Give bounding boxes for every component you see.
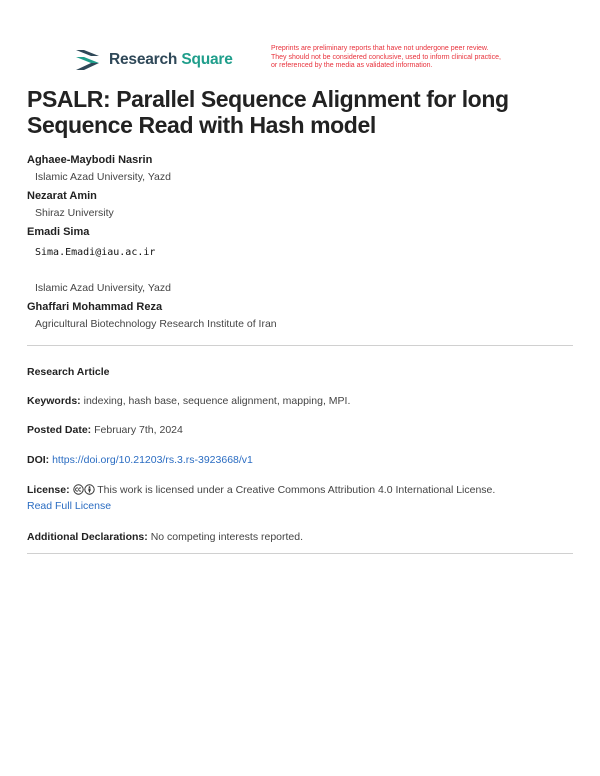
declarations-label: Additional Declarations: (27, 531, 148, 543)
license-label: License: (27, 484, 70, 496)
paper-title: PSALR: Parallel Sequence Alignment for long Sequence Read with Hash model (27, 86, 509, 138)
declarations-value: No competing interests reported. (150, 531, 304, 543)
posted-date-label: Posted Date: (27, 424, 92, 436)
author-name: Ghaffari Mohammad Reza (27, 301, 163, 313)
author-name: Aghaee-Maybodi Nasrin (27, 154, 153, 166)
doi (27, 452, 573, 468)
research-square-logo[interactable] (74, 47, 233, 73)
preprint-notice-line: They should not be considered conclusive, used to inform clinical practice, (271, 53, 501, 61)
author-affiliation: Agricultural Biotechnology Research Institute of Iran (35, 318, 277, 330)
additional-declarations (27, 529, 573, 545)
article-type (27, 364, 573, 380)
preprint-notice-line: Preprints are preliminary reports that have not undergone peer review. (271, 45, 489, 52)
author-affiliation: Islamic Azad University, Yazd (35, 171, 171, 183)
read-full-license-link[interactable]: Read Full License (27, 500, 112, 512)
creative-commons-icon (73, 484, 84, 495)
doi-label: DOI: (27, 454, 50, 466)
doi-link[interactable]: https://doi.org/10.21203/rs.3.rs-3923668/v1 (52, 454, 253, 466)
research-square-logo-icon (74, 48, 101, 72)
divider (27, 553, 573, 554)
author-email[interactable]: Sima.Emadi@iau.ac.ir (35, 247, 156, 258)
brand-name-part2: Square (181, 51, 233, 68)
keywords-value: indexing, hash base, sequence alignment, mapping, MPI. (83, 395, 351, 407)
preprint-notice-line: or referenced by the media as validated information. (271, 62, 433, 69)
posted-date-value: February 7th, 2024 (94, 424, 183, 436)
license (27, 482, 573, 514)
author-affiliation: Shiraz University (35, 207, 114, 219)
brand-name (109, 51, 233, 69)
posted-date (27, 422, 573, 438)
author-name: Emadi Sima (27, 226, 90, 238)
preprint-notice (271, 45, 546, 71)
license-text: This work is licensed under a Creative Commons Attribution 4.0 International License. (97, 484, 496, 496)
author-name: Nezarat Amin (27, 190, 97, 202)
article-type-label: Research Article (27, 366, 110, 378)
keywords (27, 393, 573, 409)
divider (27, 345, 573, 346)
author-affiliation: Islamic Azad University, Yazd (35, 282, 171, 294)
brand-name-part1: Research (109, 51, 178, 68)
keywords-label: Keywords: (27, 395, 81, 407)
attribution-icon (84, 484, 95, 495)
